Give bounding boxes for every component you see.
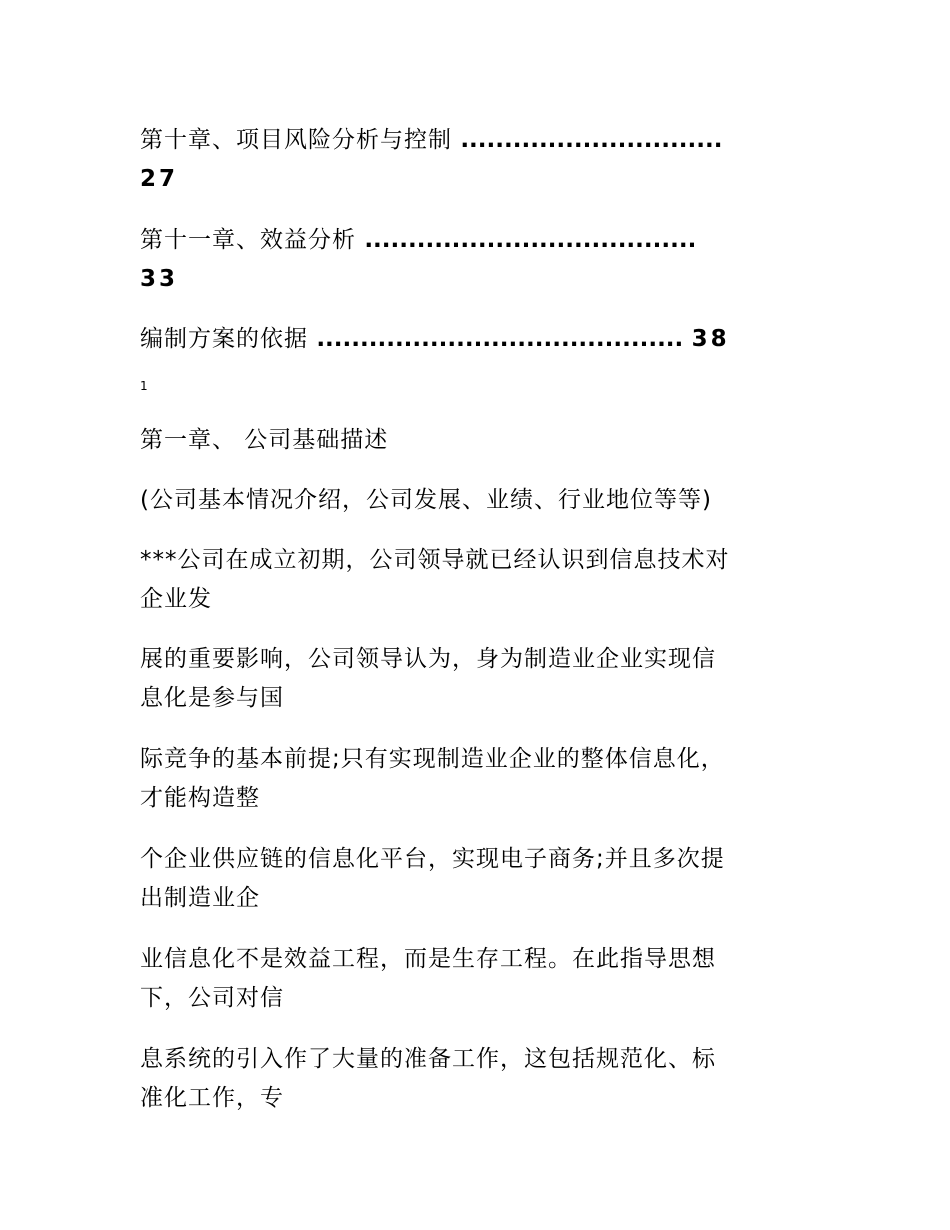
toc-entry-title: 第十一章、效益分析 xyxy=(140,227,356,253)
toc-leader-dots: ...................................... xyxy=(364,227,697,253)
chapter-subtitle: (公司基本情况介绍，公司发展、业绩、行业地位等等) xyxy=(140,487,712,513)
body-text-line: 才能构造整 xyxy=(140,785,260,811)
body-text-line: 际竞争的基本前提;只有实现制造业企业的整体信息化， xyxy=(140,746,725,772)
toc-page-number: 33 xyxy=(140,266,179,292)
body-text-line: 息化是参与国 xyxy=(140,685,284,711)
body-text-line: 出制造业企 xyxy=(140,885,260,911)
toc-entry[interactable] xyxy=(140,226,696,254)
body-text-line: 息系统的引入作了大量的准备工作，这包括规范化、标 xyxy=(140,1046,716,1072)
page-number: 1 xyxy=(140,379,148,393)
toc-leader-dots: .......................................... xyxy=(316,326,684,352)
body-text-line: 业信息化不是效益工程，而是生存工程。在此指导思想 xyxy=(140,946,716,972)
toc-page-number: 27 xyxy=(140,166,179,192)
body-text-line: 下，公司对信 xyxy=(140,985,284,1011)
toc-entry[interactable] xyxy=(140,126,722,154)
toc-entry-title: 第十章、项目风险分析与控制 xyxy=(140,127,452,153)
body-text-line: 个企业供应链的信息化平台，实现电子商务;并且多次提 xyxy=(140,846,725,872)
body-text-line: ***公司在成立初期，公司领导就已经认识到信息技术对 xyxy=(140,547,730,573)
toc-leader-dots: .............................. xyxy=(460,127,723,153)
body-text-line: 准化工作，专 xyxy=(140,1085,284,1111)
toc-entry[interactable] xyxy=(140,325,730,353)
toc-page-number: 38 xyxy=(691,326,730,352)
toc-entry-title: 编制方案的依据 xyxy=(140,326,308,352)
chapter-heading: 第一章、 公司基础描述 xyxy=(140,427,389,453)
body-text-line: 展的重要影响，公司领导认为，身为制造业企业实现信 xyxy=(140,646,716,672)
body-text-line: 企业发 xyxy=(140,586,212,612)
